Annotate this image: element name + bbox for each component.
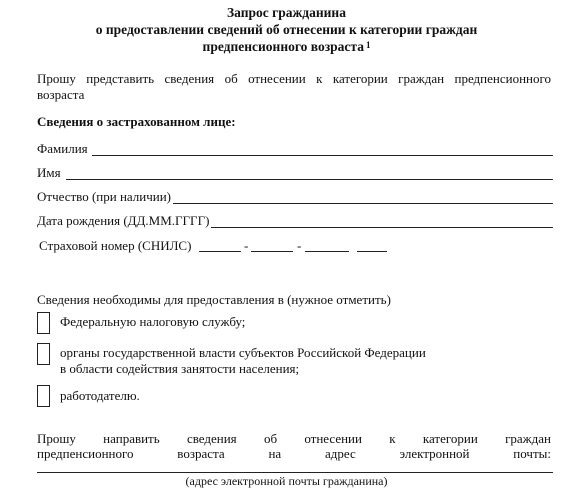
title-line-1: Запрос гражданина [227, 5, 346, 20]
checkbox-tax-service[interactable] [37, 312, 50, 334]
option-regional-authorities-line-2: в области содействия занятости населения; [60, 361, 300, 376]
birthdate-line[interactable] [211, 227, 553, 228]
email-caption: (адрес электронной почты гражданина) [185, 474, 388, 488]
request-line-2: возраста [37, 87, 85, 102]
checkbox-regional-authorities[interactable] [37, 343, 50, 365]
send-line-1: Прошу направить сведения об отнесении к категории граждан [37, 431, 551, 446]
snils-segment-2[interactable] [251, 251, 293, 252]
snils-segment-1[interactable] [199, 251, 241, 252]
snils-segment-checksum[interactable] [357, 251, 387, 252]
patronymic-line[interactable] [173, 203, 553, 204]
snils-label: Страховой номер (СНИЛС) [39, 238, 192, 253]
option-regional-authorities-line-1: органы государственной власти субъектов Российской Федерации [60, 345, 426, 360]
name-line[interactable] [66, 179, 553, 180]
surname-line[interactable] [92, 155, 553, 156]
request-line-1: Прошу представить сведения об отнесении к категории граждан предпенсионного [37, 71, 551, 86]
email-line[interactable] [37, 472, 553, 473]
insured-heading: Сведения о застрахованном лице: [37, 114, 236, 129]
checkbox-employer[interactable] [37, 385, 50, 407]
snils-separator-2: - [297, 238, 302, 253]
title-line-2: о предоставлении сведений об отнесении к категории граждан [95, 22, 478, 37]
patronymic-label: Отчество (при наличии) [37, 189, 172, 204]
title-line-3-text: предпенсионного возраста [202, 39, 364, 54]
surname-label: Фамилия [37, 141, 88, 156]
snils-separator-1: - [244, 238, 249, 253]
recipients-heading: Сведения необходимы для предоставления в (нужное отметить) [37, 292, 391, 307]
option-employer-label: работодателю. [60, 388, 140, 403]
title-footnote-mark: 1 [365, 40, 371, 50]
title-line-3 [0, 38, 573, 55]
send-line-2: предпенсионного возраста на адрес электронной почты: [37, 446, 551, 461]
option-tax-service-label: Федеральную налоговую службу; [60, 314, 246, 329]
birthdate-label: Дата рождения (ДД.ММ.ГГГГ) [37, 213, 210, 228]
name-label: Имя [37, 165, 61, 180]
snils-segment-3[interactable] [305, 251, 349, 252]
